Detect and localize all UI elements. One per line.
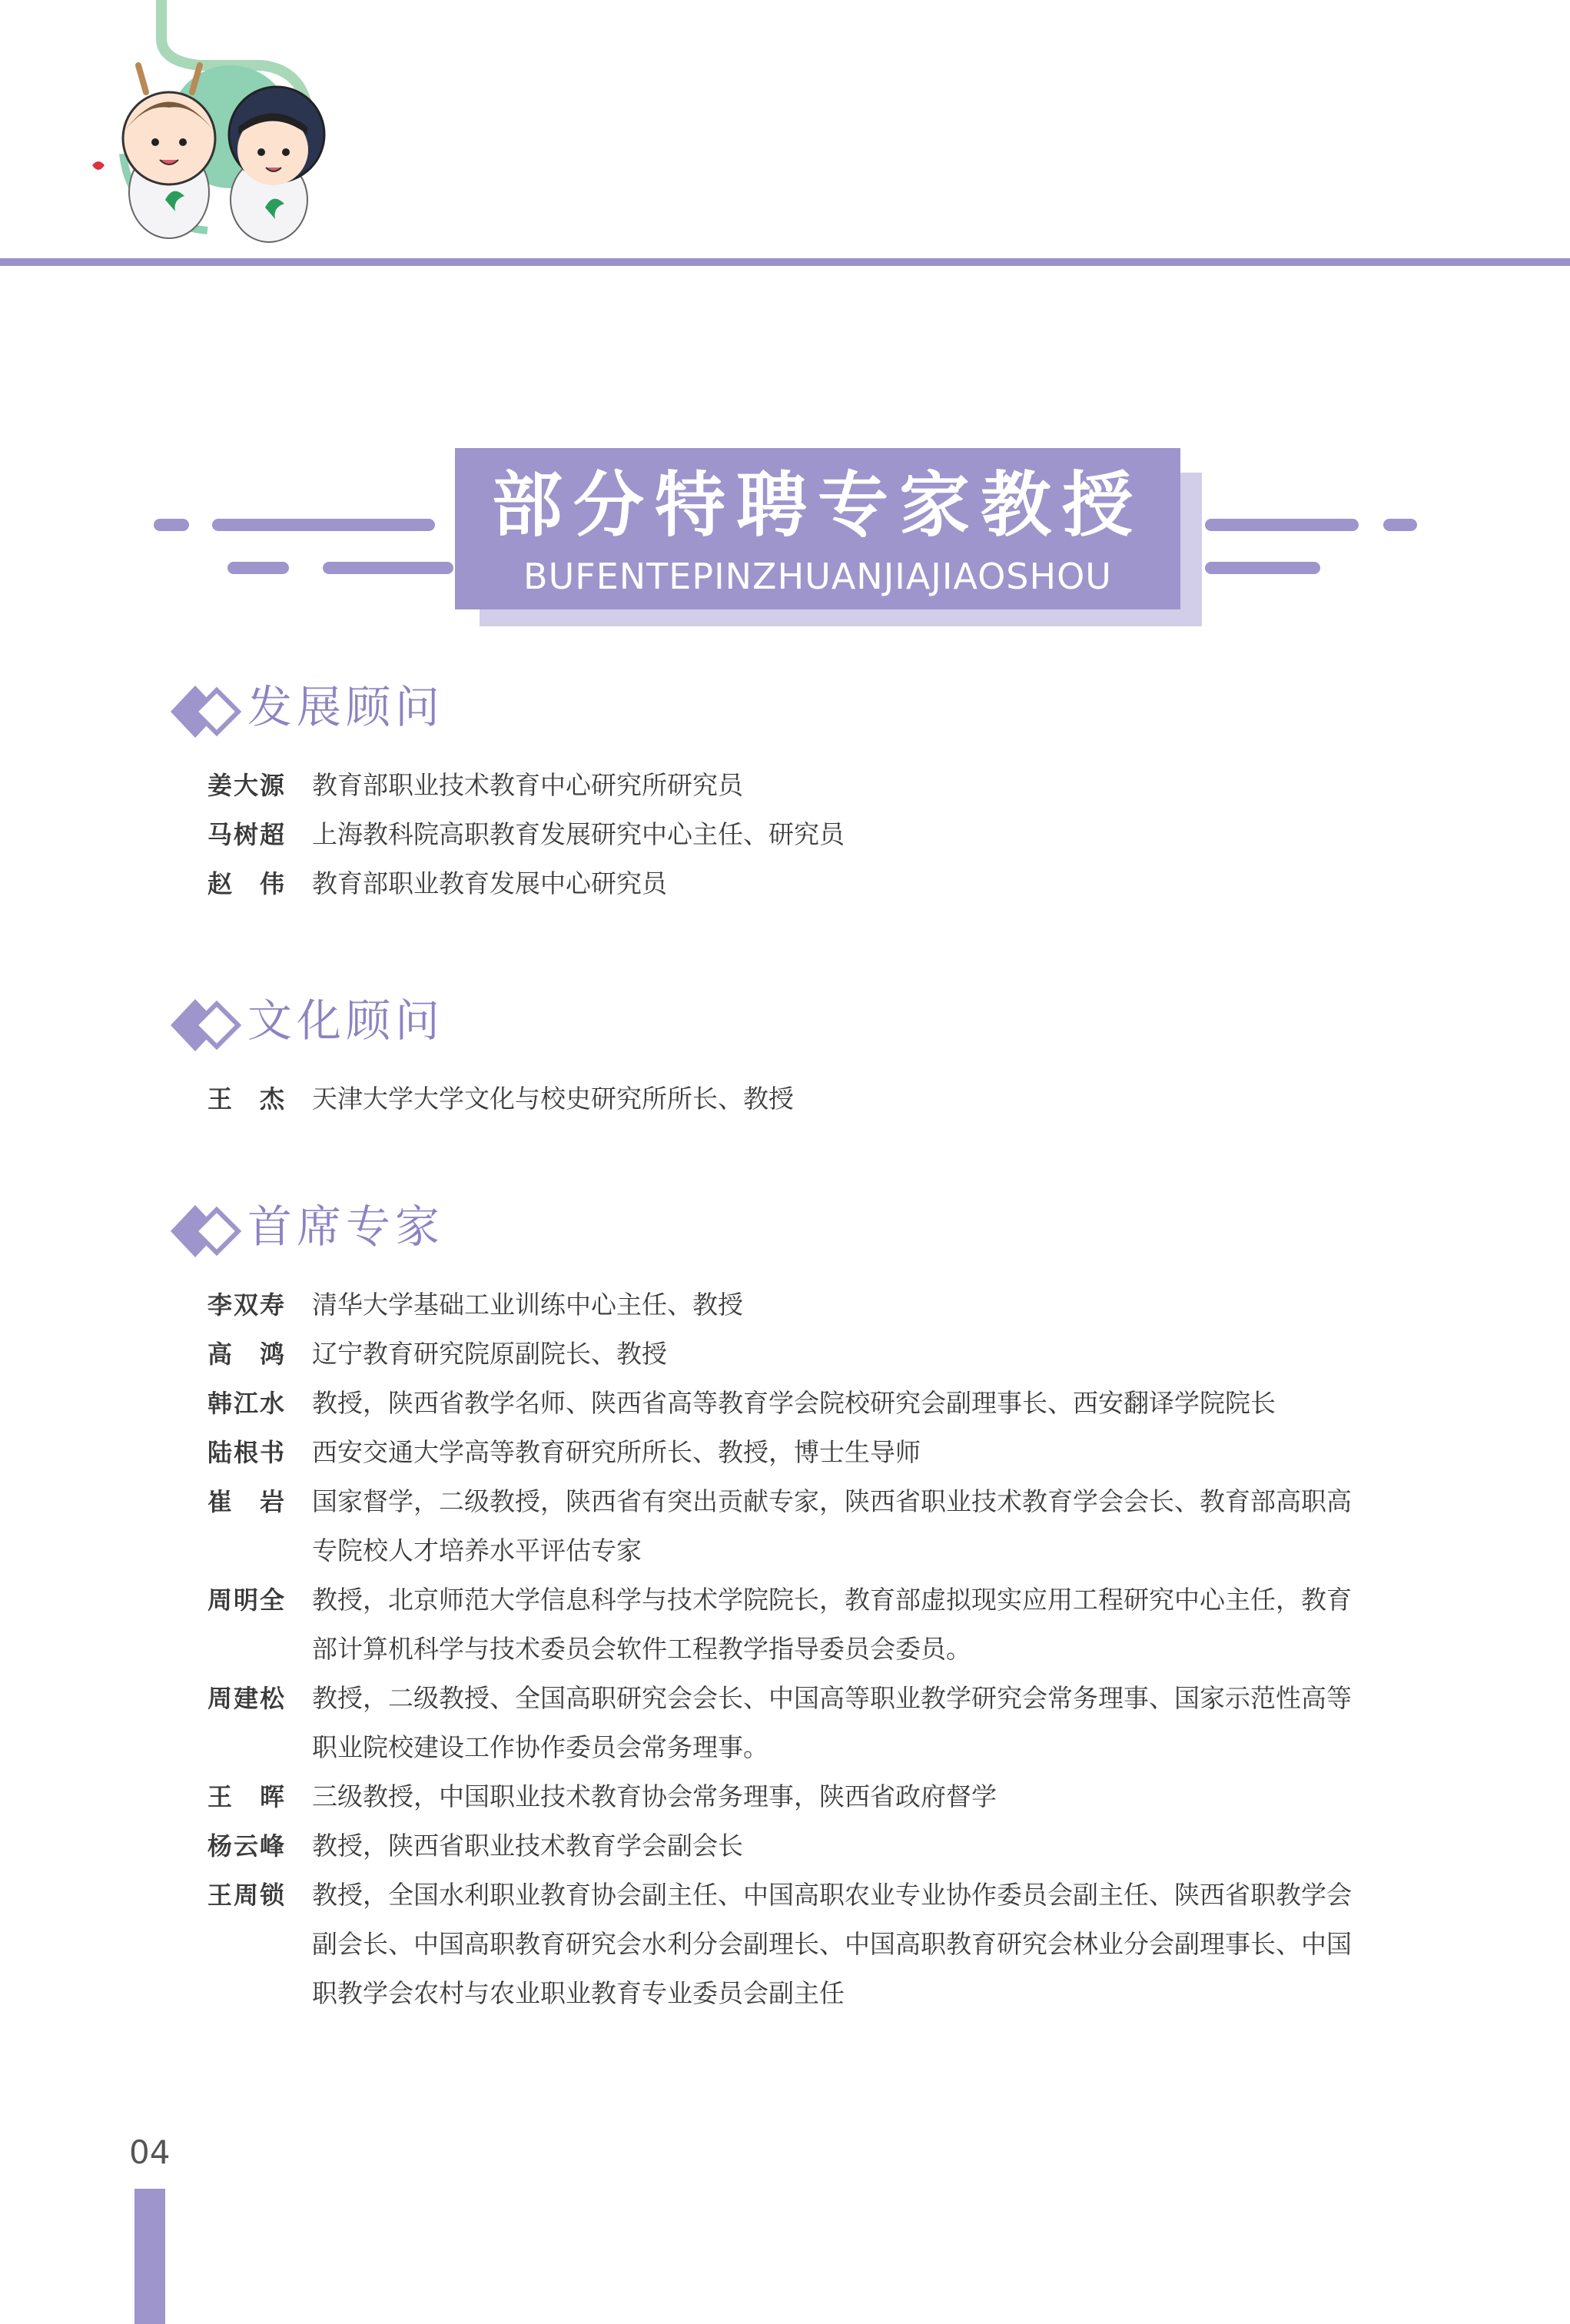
list-item xyxy=(171,1772,1400,1821)
person-desc: 教授，二级教授、全国高职研究会会长、中国高等职业教学研究会常务理事、国家示范性高等职业院校建设工作协作委员会常务理事。 xyxy=(312,1683,1352,1762)
page-number: 04 xyxy=(129,2133,171,2171)
section-title: 发展顾问 xyxy=(247,681,445,733)
page-subtitle: BUFENTEPINZHUANJIAJIAOSHOU xyxy=(523,556,1112,597)
mascot-illustration xyxy=(77,0,369,265)
person-name: 高鸿 xyxy=(207,1340,284,1369)
list-item xyxy=(171,1871,1400,2018)
person-name: 周明全 xyxy=(207,1585,284,1615)
list-item xyxy=(171,859,1400,908)
section-title: 首席专家 xyxy=(247,1200,445,1253)
page-bar xyxy=(134,2189,165,2324)
list-item xyxy=(171,1379,1400,1428)
person-desc: 清华大学基础工业训练中心主任、教授 xyxy=(312,1290,743,1320)
person-desc: 天津大学大学文化与校史研究所所长、教授 xyxy=(312,1084,794,1114)
person-name: 杨云峰 xyxy=(207,1831,284,1861)
top-rule xyxy=(0,258,1570,266)
person-name: 王杰 xyxy=(207,1084,284,1114)
person-name: 赵伟 xyxy=(207,869,284,898)
section-culture-advisors xyxy=(171,990,1400,1124)
person-name: 李双寿 xyxy=(207,1290,284,1320)
person-desc: 教育部职业教育发展中心研究员 xyxy=(312,868,667,898)
diamond-bullet-icon xyxy=(171,1204,241,1259)
deco-dash xyxy=(1205,519,1359,531)
title-banner xyxy=(455,448,1180,609)
person-desc: 上海教科院高职教育发展研究中心主任、研究员 xyxy=(312,819,845,849)
list-item xyxy=(171,1428,1400,1477)
list-item xyxy=(171,1477,1400,1575)
list-item xyxy=(171,1280,1400,1330)
section-title: 文化顾问 xyxy=(247,994,445,1047)
deco-dash xyxy=(1383,519,1417,531)
person-name: 王周锁 xyxy=(207,1881,284,1910)
person-desc: 西安交通大学高等教育研究所所长、教授，博士生导师 xyxy=(312,1437,921,1467)
person-name: 崔岩 xyxy=(207,1487,284,1516)
person-desc: 辽宁教育研究院原副院长、教授 xyxy=(312,1339,667,1369)
list-item xyxy=(171,1674,1400,1772)
list-item xyxy=(171,1575,1400,1674)
person-desc: 三级教授，中国职业技术教育协会常务理事，陕西省政府督学 xyxy=(312,1781,997,1811)
person-desc: 教育部职业技术教育中心研究所研究员 xyxy=(312,770,743,800)
diamond-bullet-icon xyxy=(171,998,241,1053)
page-title: 部分特聘专家教授 xyxy=(491,464,1143,546)
person-name: 韩江水 xyxy=(207,1389,284,1418)
deco-dash xyxy=(1205,562,1320,574)
list-item xyxy=(171,761,1400,810)
deco-dash xyxy=(323,562,453,574)
list-item xyxy=(171,1074,1400,1124)
person-name: 王晖 xyxy=(207,1782,284,1811)
person-desc: 教授，陕西省职业技术教育学会副会长 xyxy=(312,1831,743,1861)
person-desc: 教授，全国水利职业教育协会副主任、中国高职农业专业协作委员会副主任、陕西省职教学会副会长、中国高职教育研究会水利分会副理长、中国高职教育研究会林业分会副理事长、中国职教学会农村与农业职业教育专业委员会副主任 xyxy=(312,1880,1352,2008)
list-item xyxy=(171,810,1400,859)
person-name: 姜大源 xyxy=(207,771,284,800)
deco-dash xyxy=(154,519,189,531)
person-name: 马树超 xyxy=(207,820,284,849)
list-item xyxy=(171,1330,1400,1379)
deco-dash xyxy=(212,519,435,531)
person-desc: 教授，北京师范大学信息科学与技术学院院长，教育部虚拟现实应用工程研究中心主任，教育部计算机科学与技术委员会软件工程教学指导委员会委员。 xyxy=(312,1585,1352,1664)
diamond-bullet-icon xyxy=(171,684,241,739)
list-item xyxy=(171,1821,1400,1871)
person-desc: 教授，陕西省教学名师、陕西省高等教育学会院校研究会副理事长、西安翻译学院院长 xyxy=(312,1388,1276,1418)
person-name: 周建松 xyxy=(207,1684,284,1713)
deco-dash xyxy=(227,562,289,574)
person-desc: 国家督学，二级教授，陕西省有突出贡献专家，陕西省职业技术教育学会会长、教育部高职高专院校人才培养水平评估专家 xyxy=(312,1486,1352,1565)
section-chief-experts xyxy=(171,1196,1400,2018)
section-development-advisors xyxy=(171,676,1400,908)
person-name: 陆根书 xyxy=(207,1438,284,1467)
